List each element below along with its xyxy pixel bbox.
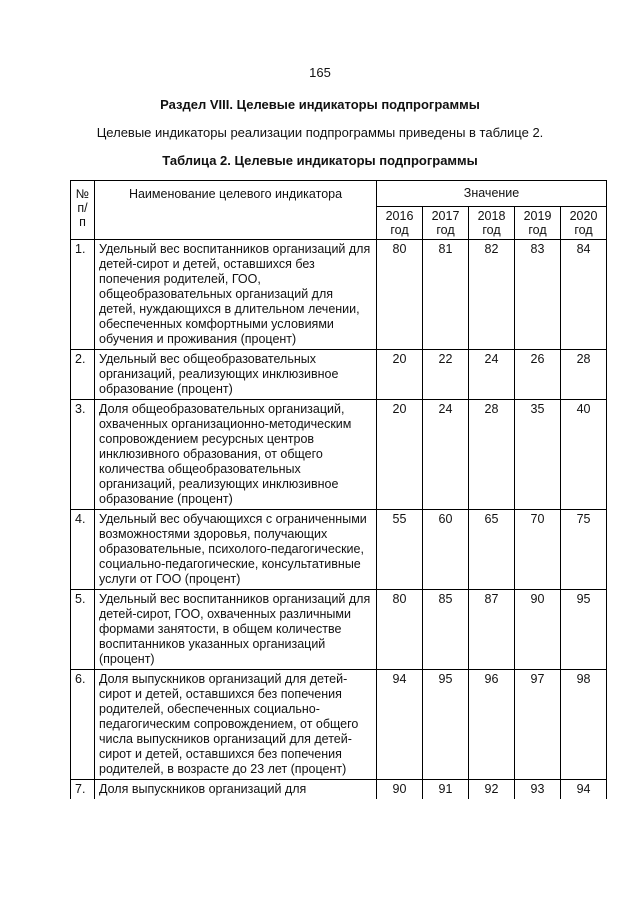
indicator-value: 65 bbox=[469, 510, 515, 590]
indicator-value: 93 bbox=[515, 780, 561, 800]
indicator-value: 35 bbox=[515, 400, 561, 510]
indicator-name: Удельный вес воспитанников организаций для детей-сирот и детей, оставшихся без попечения родителей, ГОО, общеобразовательных организаций для детей, нуждающихся в длительном лечении, обеспеченных комфортными условиями обучения и проживания (процент) bbox=[95, 240, 377, 350]
row-number: 2. bbox=[71, 350, 95, 400]
indicator-value: 28 bbox=[469, 400, 515, 510]
indicator-value: 98 bbox=[561, 670, 607, 780]
table-row bbox=[71, 510, 607, 590]
table-row bbox=[71, 670, 607, 780]
indicator-value: 80 bbox=[377, 240, 423, 350]
indicator-value: 95 bbox=[561, 590, 607, 670]
intro-text: Целевые индикаторы реализации подпрограммы приведены в таблице 2. bbox=[96, 125, 544, 140]
indicator-value: 80 bbox=[377, 590, 423, 670]
row-number: 1. bbox=[71, 240, 95, 350]
indicators-table bbox=[70, 180, 607, 799]
header-year: 2017 год bbox=[423, 207, 469, 240]
indicator-value: 95 bbox=[423, 670, 469, 780]
table-caption: Таблица 2. Целевые индикаторы подпрограммы bbox=[162, 153, 478, 168]
table-row bbox=[71, 400, 607, 510]
indicator-value: 85 bbox=[423, 590, 469, 670]
indicator-value: 26 bbox=[515, 350, 561, 400]
indicator-value: 70 bbox=[515, 510, 561, 590]
table-row bbox=[71, 780, 607, 800]
indicator-value: 81 bbox=[423, 240, 469, 350]
indicator-name: Удельный вес обучающихся с ограниченными возможностями здоровья, получающих образовательные, психолого-педагогические, социально-педагогические, консультативные услуги от ГОО (процент) bbox=[95, 510, 377, 590]
indicator-value: 40 bbox=[561, 400, 607, 510]
indicator-value: 92 bbox=[469, 780, 515, 800]
header-value: Значение bbox=[377, 181, 607, 207]
table-row bbox=[71, 240, 607, 350]
indicator-value: 24 bbox=[469, 350, 515, 400]
indicator-value: 90 bbox=[377, 780, 423, 800]
indicator-value: 75 bbox=[561, 510, 607, 590]
indicator-value: 55 bbox=[377, 510, 423, 590]
header-year: 2020 год bbox=[561, 207, 607, 240]
indicator-value: 94 bbox=[377, 670, 423, 780]
indicator-value: 91 bbox=[423, 780, 469, 800]
indicator-value: 22 bbox=[423, 350, 469, 400]
table-header-row bbox=[71, 181, 607, 207]
row-number: 7. bbox=[71, 780, 95, 800]
indicator-value: 24 bbox=[423, 400, 469, 510]
header-indicator-name: Наименование целевого индикатора bbox=[95, 181, 377, 240]
row-number: 6. bbox=[71, 670, 95, 780]
indicator-value: 83 bbox=[515, 240, 561, 350]
indicator-value: 20 bbox=[377, 350, 423, 400]
page-number: 165 bbox=[309, 65, 331, 80]
row-number: 4. bbox=[71, 510, 95, 590]
indicator-value: 87 bbox=[469, 590, 515, 670]
table-row bbox=[71, 350, 607, 400]
indicator-value: 90 bbox=[515, 590, 561, 670]
row-number: 5. bbox=[71, 590, 95, 670]
header-year: 2016 год bbox=[377, 207, 423, 240]
header-year: 2019 год bbox=[515, 207, 561, 240]
indicator-value: 97 bbox=[515, 670, 561, 780]
table-row bbox=[71, 590, 607, 670]
indicator-value: 82 bbox=[469, 240, 515, 350]
indicator-name: Доля выпускников организаций для детей-сирот и детей, оставшихся без попечения родителей, обеспеченных социально-педагогическим сопровождением, от общего числа выпускников организаций для детей-сирот и детей, оставшихся без попечения родителей, в возрасте до 23 лет (процент) bbox=[95, 670, 377, 780]
header-number: № п/п bbox=[71, 181, 95, 240]
indicator-name: Удельный вес воспитанников организаций для детей-сирот, ГОО, охваченных различными формами занятости, в общем количестве воспитанников указанных организаций (процент) bbox=[95, 590, 377, 670]
indicator-value: 94 bbox=[561, 780, 607, 800]
indicator-value: 60 bbox=[423, 510, 469, 590]
indicator-value: 28 bbox=[561, 350, 607, 400]
indicator-name: Доля выпускников организаций для bbox=[95, 780, 377, 800]
indicator-value: 96 bbox=[469, 670, 515, 780]
indicator-name: Удельный вес общеобразовательных организаций, реализующих инклюзивное образование (процент) bbox=[95, 350, 377, 400]
indicator-value: 84 bbox=[561, 240, 607, 350]
header-year: 2018 год bbox=[469, 207, 515, 240]
indicator-name: Доля общеобразовательных организаций, охваченных организационно-методическим сопровождением ресурсных центров инклюзивного образования, от общего количества общеобразовательных организаций, реализующих инклюзивное образование (процент) bbox=[95, 400, 377, 510]
section-heading: Раздел VIII. Целевые индикаторы подпрограммы bbox=[160, 97, 480, 112]
row-number: 3. bbox=[71, 400, 95, 510]
indicator-value: 20 bbox=[377, 400, 423, 510]
